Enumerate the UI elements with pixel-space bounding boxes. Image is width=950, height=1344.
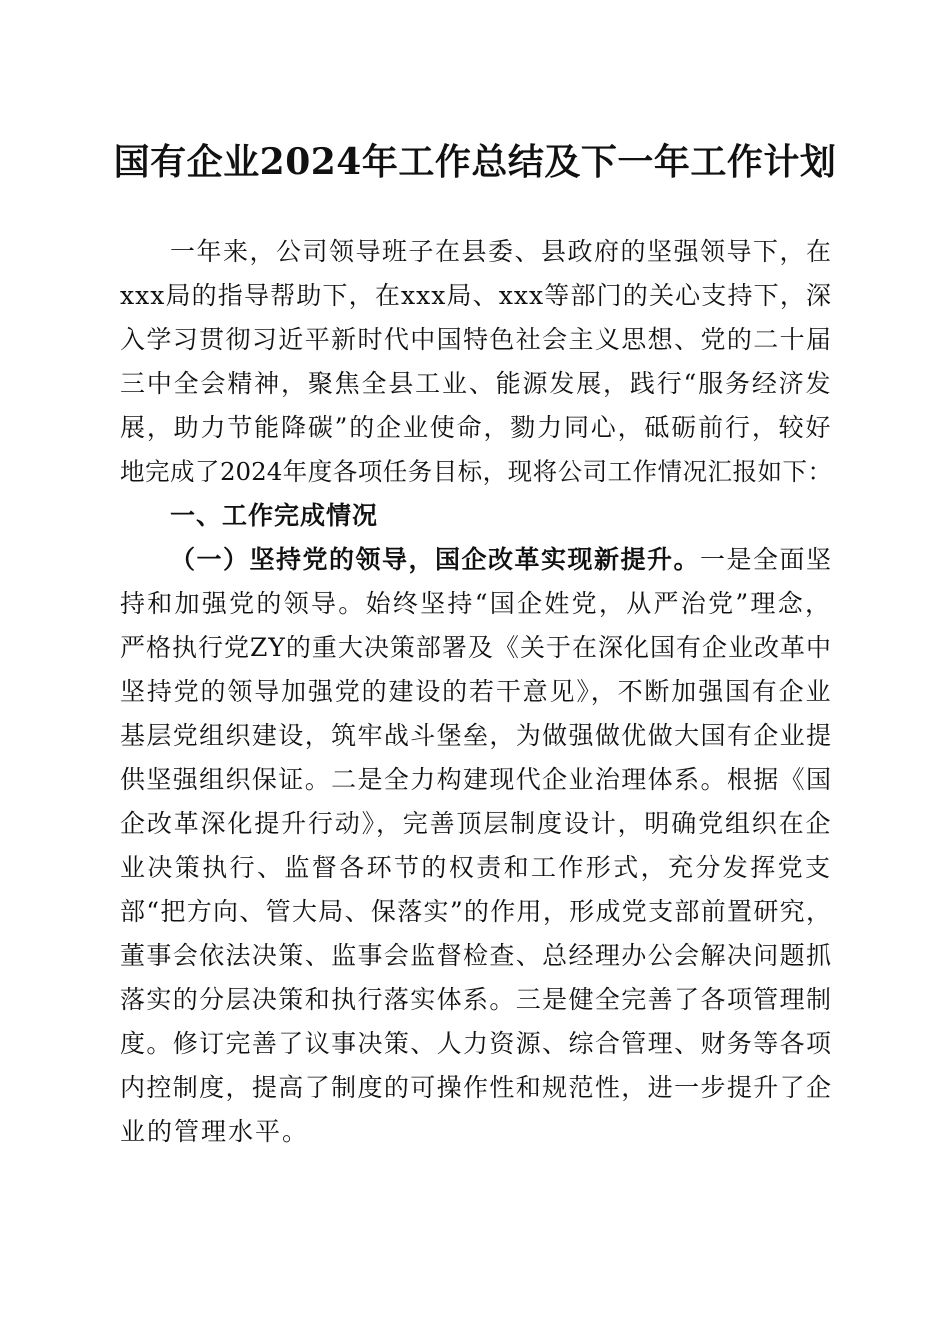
body-line: 部“把方向、管大局、保落实”的作用，形成党支部前置研究，: [120, 897, 832, 926]
body-line: 供坚强组织保证。二是全力构建现代企业治理体系。根据《国: [120, 765, 832, 794]
body-line: 度。修订完善了议事决策、人力资源、综合管理、财务等各项: [120, 1029, 832, 1058]
subsection-first-line: [170, 540, 832, 580]
body-line: 企改革深化提升行动》，完善顶层制度设计，明确党组织在企: [120, 809, 832, 838]
body-line: 严格执行党ZY的重大决策部署及《关于在深化国有企业改革中: [120, 633, 832, 662]
body-line: 基层党组织建设，筑牢战斗堡垒，为做强做优做大国有企业提: [120, 721, 832, 750]
body-line: 董事会依法决策、监事会监督检查、总经理办公会解决问题抓: [120, 941, 832, 970]
subsection-text: 一是全面坚: [700, 545, 833, 574]
body-line-last: 业的管理水平。: [120, 1117, 310, 1146]
body-line: 持和加强党的领导。始终坚持“国企姓党，从严治党”理念，: [120, 589, 832, 618]
document-title: 国有企业2024年工作总结及下一年工作计划: [113, 141, 837, 183]
subsection-heading: （一）坚持党的领导，国企改革实现新提升。: [170, 545, 701, 574]
intro-line: 入学习贯彻习近平新时代中国特色社会主义思想、党的二十届: [120, 325, 832, 354]
body-line: 坚持党的领导加强党的建设的若干意见》，不断加强国有企业: [120, 677, 832, 706]
intro-line: 三中全会精神，聚焦全县工业、能源发展，践行“服务经济发: [120, 369, 832, 398]
body-line: 落实的分层决策和执行落实体系。三是健全完善了各项管理制: [120, 985, 832, 1014]
intro-line: 一年来，公司领导班子在县委、县政府的坚强领导下，在: [170, 237, 833, 266]
intro-line: xxx局的指导帮助下，在xxx局、xxx等部门的关心支持下，深: [120, 281, 832, 310]
body-line: 内控制度，提高了制度的可操作性和规范性，进一步提升了企: [120, 1073, 832, 1102]
intro-line: 地完成了2024年度各项任务目标，现将公司工作情况汇报如下：: [120, 457, 832, 486]
body-line: 业决策执行、监督各环节的权责和工作形式，充分发挥党支: [120, 853, 832, 882]
intro-line: 展，助力节能降碳”的企业使命，勠力同心，砥砺前行，较好: [120, 413, 832, 442]
section-heading: 一、工作完成情况: [170, 501, 379, 530]
